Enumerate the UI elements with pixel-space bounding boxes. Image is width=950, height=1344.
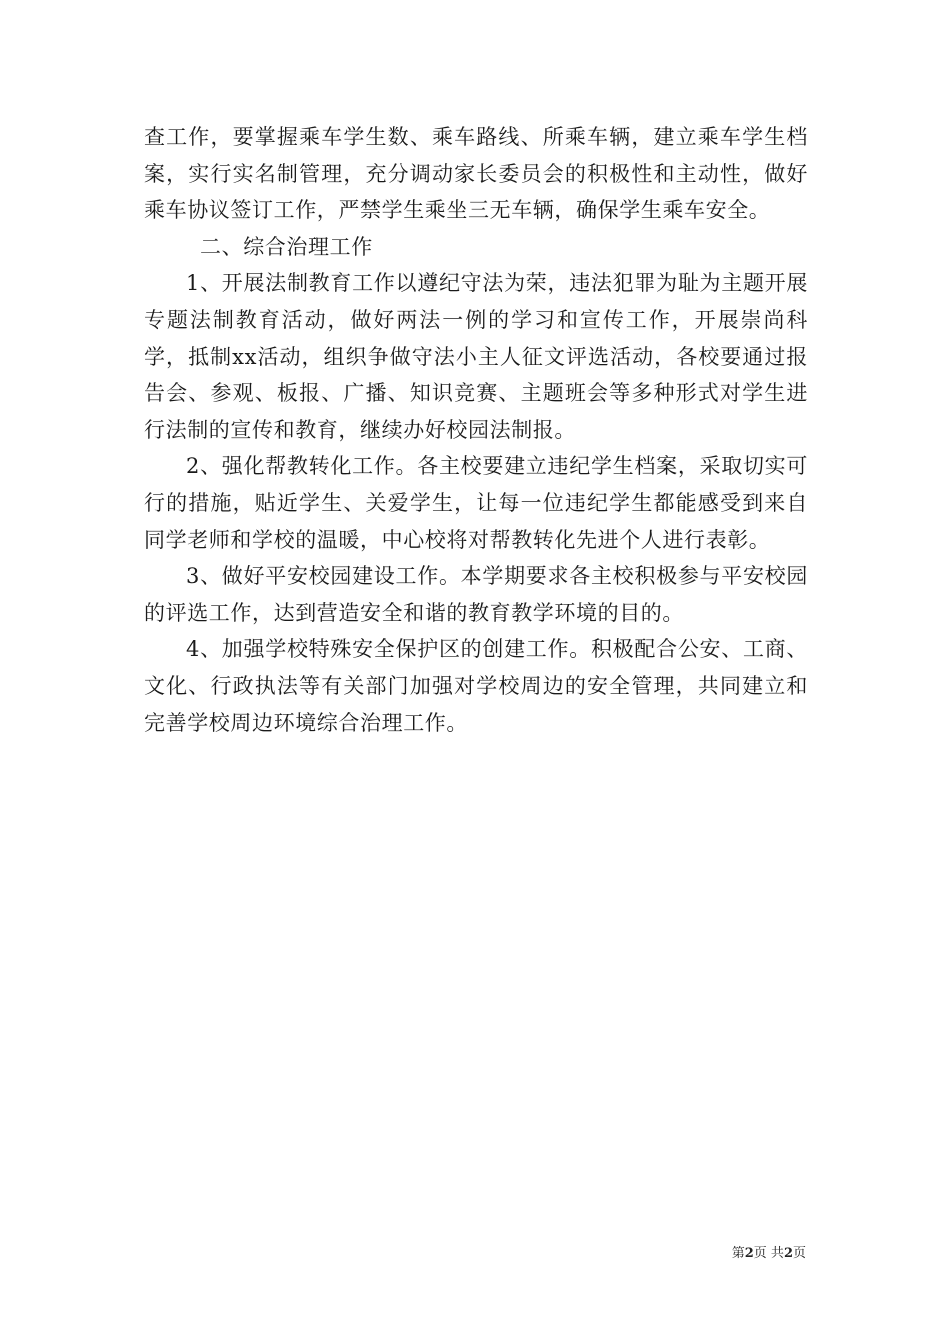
- paragraph-item-3: 3、做好平安校园建设工作。本学期要求各主校积极参与平安校园的评选工作，达到营造安全和谐的教育教学环境的目的。: [144, 564, 808, 625]
- footer-middle: 页 共: [753, 1246, 784, 1261]
- footer-current-page: 2: [744, 1246, 754, 1261]
- paragraph-item-4: 4、加强学校特殊安全保护区的创建工作。积极配合公安、工商、文化、行政执法等有关部门加强对学校周边的安全管理，共同建立和完善学校周边环境综合治理工作。: [144, 637, 808, 735]
- footer-suffix: 页: [792, 1246, 806, 1261]
- footer-total-pages: 2: [783, 1246, 793, 1261]
- section-heading: 二、综合治理工作: [200, 234, 373, 259]
- document-body: [144, 119, 808, 741]
- paragraph-item-1: 1、开展法制教育工作以遵纪守法为荣，违法犯罪为耻为主题开展专题法制教育活动，做好两法一例的学习和宣传工作，开展崇尚科学，抵制xx活动，组织争做守法小主人征文评选活动，各校要通过报告会、参观、板报、广播、知识竞赛、主题班会等多种形式对学生进行法制的宣传和教育，继续办好校园法制报。: [144, 271, 808, 442]
- page-number-footer: [690, 1245, 806, 1263]
- paragraph-continuation: 查工作，要掌握乘车学生数、乘车路线、所乘车辆，建立乘车学生档案，实行实名制管理，充分调动家长委员会的积极性和主动性，做好乘车协议签订工作，严禁学生乘坐三无车辆，确保学生乘车安全。: [144, 125, 808, 223]
- footer-prefix: 第: [731, 1246, 745, 1261]
- paragraph-item-2: 2、强化帮教转化工作。各主校要建立违纪学生档案，采取切实可行的措施，贴近学生、关爱学生，让每一位违纪学生都能感受到来自同学老师和学校的温暖，中心校将对帮教转化先进个人进行表彰。: [144, 454, 808, 552]
